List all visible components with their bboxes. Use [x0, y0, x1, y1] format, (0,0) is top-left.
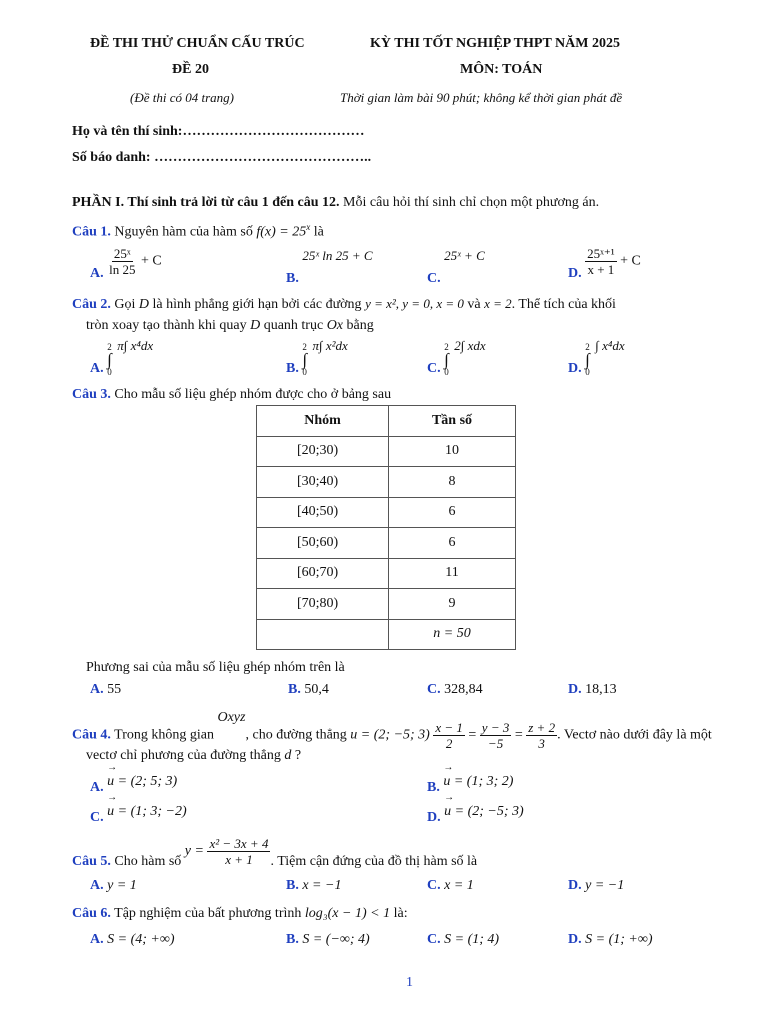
- table-cell-group: [60;70): [257, 558, 389, 589]
- q6-d-letter: D.: [568, 932, 582, 947]
- q3-a-letter: A.: [90, 682, 104, 697]
- q3-option-c: [427, 682, 483, 698]
- q5-label: Câu 5.: [72, 853, 111, 869]
- q5-text2: . Tiệm cận đứng của đồ thị hàm số là: [270, 853, 478, 869]
- table-cell-frequency: 6: [389, 528, 516, 559]
- q6-option-d: [568, 932, 653, 948]
- q4-d: u = (2; −5; 3): [350, 727, 430, 743]
- q6-a-letter: A.: [90, 932, 104, 947]
- q2-a-lower: 0: [107, 367, 112, 377]
- table-cell-frequency: 9: [389, 589, 516, 620]
- question-6: [72, 906, 408, 922]
- q4-d-letter: D.: [427, 810, 441, 825]
- q1-option-c: [427, 248, 485, 286]
- q2-label: Câu 2.: [72, 297, 111, 312]
- q4-option-d: [427, 804, 524, 825]
- part1-instruction: Mỗi câu hỏi thí sinh chỉ chọn một phương án.: [339, 195, 600, 210]
- q1-option-d: [568, 246, 641, 281]
- table-total-row: [257, 619, 516, 650]
- q3-option-b: [288, 682, 329, 698]
- q2-curves: y = x², y = 0, x = 0: [365, 296, 464, 311]
- table-cell-group: [30;40): [257, 467, 389, 498]
- q4-f3-den: 3: [538, 736, 545, 751]
- q1-c-letter: C.: [427, 271, 441, 286]
- q2-text2: là hình phẳng giới hạn bởi các đường: [149, 297, 366, 312]
- q4-space: Oxyz: [217, 709, 246, 725]
- frequency-table: [256, 405, 516, 650]
- q2-d-letter: D.: [568, 361, 582, 376]
- q2-line2-text: tròn xoay tạo thành khi quay: [86, 318, 251, 333]
- q4-b-value: → u = (1; 3; 2): [443, 774, 513, 790]
- q4-f3-num: z + 2: [528, 720, 556, 735]
- question-2: [72, 296, 616, 313]
- table-row: [257, 497, 516, 528]
- q4-line2-d: d: [284, 748, 292, 763]
- q6-c-value: S = (1; 4): [444, 932, 500, 947]
- q5-a-letter: A.: [90, 878, 104, 893]
- q2-D: D: [138, 297, 150, 312]
- q4-line2-text: vectơ chỉ phương của đường thẳng: [86, 748, 285, 763]
- header-page-count: (Đề thi có 04 trang): [130, 90, 234, 105]
- q4-line2-tail: ?: [291, 748, 302, 763]
- question-4: Câu 4. Trong không gian Oxyz, cho đường thẳng u = (2; −5; 3) $\frac{x - 1}{2}$ = $\frac{y - 3}{-5}$ = $\frac{z + 2}{3}$ . Vectơ nào dưới đây là một: [72, 709, 712, 751]
- q1-func-exp: x: [306, 222, 311, 232]
- q3-option-a: [90, 682, 121, 698]
- q2-option-a: A. 2 ∫ 0 π∫ x⁴dx: [90, 338, 154, 377]
- q4-a-letter: A.: [90, 780, 104, 795]
- q4-f1-den: 2: [445, 736, 453, 751]
- q1-option-a: [90, 246, 162, 281]
- q1-label: Câu 1.: [72, 224, 111, 240]
- q5-d-letter: D.: [568, 878, 582, 893]
- question-3: [72, 387, 391, 403]
- q6-option-c: [427, 932, 499, 948]
- q2-x2: x = 2: [484, 296, 512, 311]
- q2-b-lower: 0: [302, 367, 307, 377]
- table-cell-frequency: 10: [389, 436, 516, 467]
- q4-option-b: [427, 774, 514, 795]
- q1-a-letter: A.: [90, 265, 104, 281]
- q3-d-value: 18,13: [585, 682, 617, 697]
- table-cell-group: [50;60): [257, 528, 389, 559]
- q2-b-value: π∫ x²dx: [312, 338, 348, 353]
- q1-d-num: 25ˣ⁺¹: [587, 246, 615, 261]
- header-time: Thời gian làm bài 90 phút; không kể thời gian phát đề: [340, 90, 623, 105]
- table-row: [257, 528, 516, 559]
- q4-c-letter: C.: [90, 810, 104, 825]
- q2-line2-D: D: [250, 318, 261, 333]
- q2-text1: Gọi: [110, 297, 139, 312]
- q1-b-letter: B.: [286, 271, 299, 286]
- q1-d-den: x + 1: [587, 262, 615, 277]
- q2-line2-mid: quanh trục: [260, 318, 327, 333]
- q4-f2-den: −5: [487, 736, 504, 751]
- table-header-frequency: Tần số: [389, 406, 516, 437]
- q5-d-value: y = −1: [585, 878, 625, 893]
- table-row: [257, 436, 516, 467]
- q6-d-value: S = (1; +∞): [585, 932, 653, 947]
- q4-line2: [86, 748, 301, 764]
- q2-d-upper: 2: [585, 342, 590, 352]
- q2-a-upper: 2: [107, 342, 112, 352]
- q5-b-value: x = −1: [302, 878, 342, 893]
- q4-text3: . Vectơ nào dưới đây là một: [557, 727, 712, 743]
- table-cell-group: [20;30): [257, 436, 389, 467]
- q6-text2: là:: [390, 906, 408, 921]
- table-cell-frequency: 8: [389, 467, 516, 498]
- q1-option-b: [286, 248, 373, 286]
- q1-text: Nguyên hàm của hàm số: [110, 224, 257, 240]
- table-cell-total: n = 50: [389, 619, 516, 650]
- q4-f2-num: y − 3: [481, 720, 510, 735]
- q3-text: Cho mẫu số liệu ghép nhóm được cho ở bảng sau: [110, 387, 392, 402]
- q1-a-den: ln 25: [109, 262, 136, 277]
- q4-c-value: → u = (1; 3; −2): [107, 804, 187, 820]
- q2-text3: . Thể tích của khối: [511, 297, 616, 312]
- q2-option-c: C. 2 ∫ 0 2∫ xdx: [427, 338, 486, 377]
- q5-b-letter: B.: [286, 878, 299, 893]
- q4-label: Câu 4.: [72, 727, 111, 743]
- table-cell-group: [40;50): [257, 497, 389, 528]
- table-cell-frequency: 11: [389, 558, 516, 589]
- q2-line2-tail: bằng: [343, 318, 374, 333]
- q3-b-value: 50,4: [304, 682, 329, 697]
- q2-c-upper: 2: [444, 342, 449, 352]
- q1-func: f(x) = 25: [256, 224, 307, 240]
- q6-c-letter: C.: [427, 932, 441, 947]
- q3-d-letter: D.: [568, 682, 582, 697]
- q5-y: y =: [184, 843, 204, 859]
- header-left-title: ĐỀ THI THỬ CHUẨN CẤU TRÚC: [90, 36, 305, 51]
- question-5: [72, 836, 477, 867]
- table-row: [257, 467, 516, 498]
- q2-and: và: [463, 297, 485, 312]
- table-cell-group: [257, 619, 389, 650]
- part1-heading: [72, 195, 599, 211]
- table-header-group: Nhóm: [257, 406, 389, 437]
- q1-b-value: 25ˣ ln 25 + C: [302, 248, 373, 263]
- page-number: 1: [406, 975, 413, 990]
- q4-text1: Trong không gian: [110, 727, 218, 743]
- q5-option-a: [90, 878, 137, 894]
- header-exam-code: ĐỀ 20: [172, 62, 209, 77]
- q5-option-b: [286, 878, 341, 894]
- q1-a-num: 25ˣ: [113, 246, 131, 261]
- header-exam-name: KỲ THI TỐT NGHIỆP THPT NĂM 2025: [370, 36, 620, 51]
- q4-a-value: → u = (2; 5; 3): [107, 774, 177, 790]
- student-name-field: Họ và tên thí sinh:…………………………………: [72, 124, 365, 139]
- q4-d-value: → u = (2; −5; 3): [444, 804, 524, 820]
- q1-c-value: 25ˣ + C: [444, 248, 485, 263]
- part1-title: PHẦN I. Thí sinh trả lời từ câu 1 đến câu 12.: [72, 195, 340, 210]
- table-cell-group: [70;80): [257, 589, 389, 620]
- q3-c-letter: C.: [427, 682, 441, 697]
- q2-d-value: ∫ x⁴dx: [595, 338, 625, 353]
- table-header-row: [257, 406, 516, 437]
- q2-option-b: B. 2 ∫ 0 π∫ x²dx: [286, 338, 348, 377]
- table-row: [257, 589, 516, 620]
- q5-f-num: x² − 3x + 4: [209, 836, 269, 851]
- q4-option-a: [90, 774, 178, 795]
- q2-c-value: 2∫ xdx: [454, 338, 486, 353]
- q4-text2: , cho đường thẳng: [245, 727, 351, 743]
- q3-label: Câu 3.: [72, 387, 111, 402]
- q6-ineq: log₃(x − 1) < 1: [304, 906, 391, 921]
- q4-b-letter: B.: [427, 780, 440, 795]
- q3-c-value: 328,84: [444, 682, 483, 697]
- q4-option-c: [90, 804, 187, 825]
- q3-option-d: [568, 682, 617, 698]
- q1-d-tail: + C: [620, 253, 641, 269]
- q2-b-upper: 2: [302, 342, 307, 352]
- q5-text1: Cho hàm số: [110, 853, 185, 869]
- q2-line2-axis: Ox: [326, 318, 344, 333]
- q6-label: Câu 6.: [72, 906, 111, 921]
- q6-option-b: [286, 932, 370, 948]
- q5-f-den: x + 1: [225, 852, 253, 867]
- q2-c-lower: 0: [444, 367, 449, 377]
- q2-line2: [86, 318, 374, 334]
- q1-tail: là: [310, 224, 324, 240]
- table-cell-frequency: 6: [389, 497, 516, 528]
- q6-option-a: [90, 932, 175, 948]
- q2-option-d: D. 2 ∫ 0 ∫ x⁴dx: [568, 338, 625, 377]
- q2-a-letter: A.: [90, 361, 104, 376]
- q2-c-letter: C.: [427, 361, 441, 376]
- q6-b-letter: B.: [286, 932, 299, 947]
- question-1: [72, 222, 324, 241]
- q6-a-value: S = (4; +∞): [107, 932, 175, 947]
- q2-d-lower: 0: [585, 367, 590, 377]
- q5-c-letter: C.: [427, 878, 441, 893]
- table-row: [257, 558, 516, 589]
- q3-a-value: 55: [107, 682, 122, 697]
- q5-option-c: [427, 878, 474, 894]
- q5-a-value: y = 1: [107, 878, 137, 893]
- q2-a-value: π∫ x⁴dx: [117, 338, 154, 353]
- q1-d-letter: D.: [568, 265, 582, 281]
- q4-f1-num: x − 1: [435, 720, 463, 735]
- q2-b-letter: B.: [286, 361, 299, 376]
- q6-text1: Tập nghiệm của bất phương trình: [110, 906, 305, 921]
- q5-option-d: [568, 878, 624, 894]
- header-subject: MÔN: TOÁN: [460, 62, 543, 77]
- q3-question: Phương sai của mẫu số liệu ghép nhóm trên là: [86, 660, 345, 675]
- q6-b-value: S = (−∞; 4): [302, 932, 370, 947]
- q1-a-tail: + C: [141, 253, 162, 269]
- q3-b-letter: B.: [288, 682, 301, 697]
- q5-c-value: x = 1: [444, 878, 474, 893]
- student-id-field: Số báo danh: ………………………………………..: [72, 150, 372, 165]
